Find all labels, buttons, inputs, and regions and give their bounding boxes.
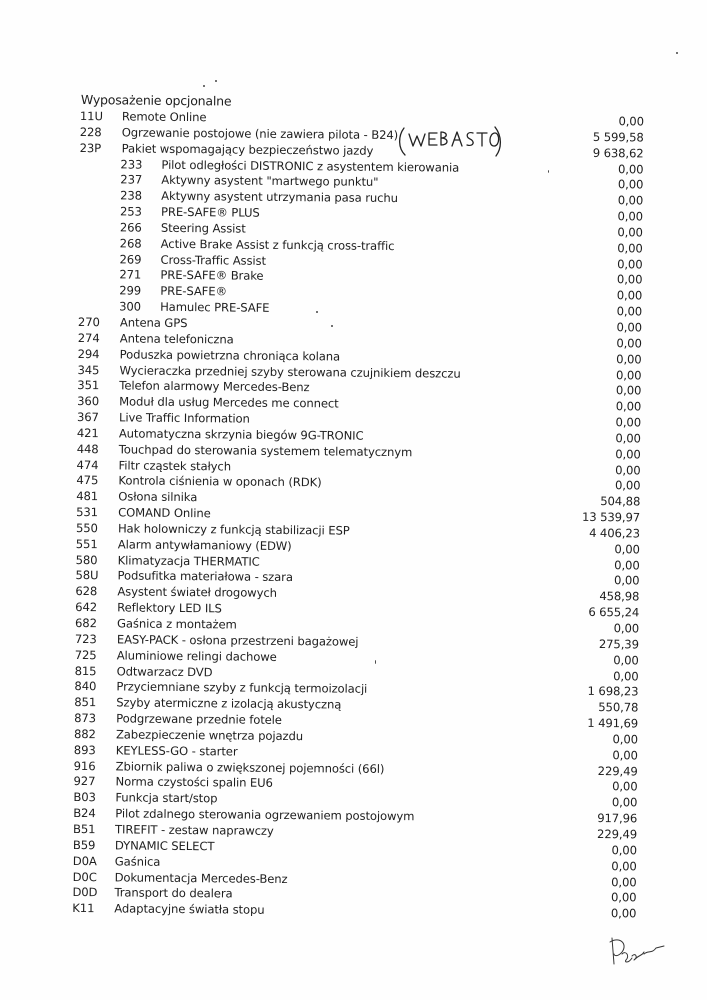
- option-description: Cross-Traffic Assist: [160, 252, 267, 268]
- option-code: 723: [74, 631, 97, 647]
- option-price: 1 698,23: [587, 684, 639, 699]
- option-code: 448: [76, 441, 99, 456]
- option-price: 0,00: [617, 256, 643, 272]
- option-description: Pilot zdalnego sterowania ogrzewaniem postojowym: [115, 806, 415, 824]
- option-code: 642: [75, 600, 98, 615]
- option-price: 0,00: [616, 304, 643, 319]
- option-description: Ogrzewanie postojowe (nie zawiera pilota - B24): [121, 125, 399, 142]
- option-price: 5 599,58: [592, 129, 644, 145]
- option-description: Adaptacyjne światła stopu: [114, 901, 265, 917]
- option-code: 266: [119, 220, 142, 235]
- option-code: K11: [72, 901, 95, 916]
- option-description: EASY-PACK - osłona przestrzeni bagażowej: [116, 632, 359, 649]
- option-price: 0,00: [613, 652, 639, 668]
- option-code: 580: [75, 552, 98, 567]
- option-description: Hamulec PRE-SAFE: [160, 299, 270, 315]
- option-code: 58U: [75, 568, 99, 583]
- option-description: Szyby atermiczne z izolacją akustyczną: [116, 695, 342, 712]
- option-code: 271: [119, 267, 142, 283]
- option-code: 237: [120, 172, 143, 187]
- handwritten-note: [396, 124, 504, 158]
- option-code: 916: [73, 758, 96, 773]
- option-price: 0,00: [615, 399, 642, 414]
- option-code: 475: [76, 473, 99, 488]
- option-code: 11U: [79, 109, 103, 124]
- option-code: B51: [73, 821, 96, 837]
- scan-speck: [316, 311, 318, 313]
- option-description: Kontrola ciśnienia w oponach (RDK): [118, 473, 322, 490]
- option-code: 628: [75, 584, 98, 599]
- option-code: D0A: [72, 853, 97, 868]
- option-description: Wycieraczka przedniej szyby sterowana czujnikiem deszczu: [119, 362, 461, 381]
- option-price: 13 539,97: [581, 509, 641, 525]
- option-description: DYNAMIC SELECT: [114, 838, 215, 854]
- section-title: Wyposażenie opcjonalne: [80, 92, 232, 109]
- option-price: 458,98: [599, 589, 640, 604]
- option-price: 0,00: [612, 747, 638, 763]
- option-code: 270: [77, 314, 100, 330]
- option-code: 269: [119, 251, 142, 267]
- option-price: 0,00: [611, 842, 637, 858]
- option-description: PRE-SAFE®: [160, 284, 228, 299]
- option-description: Remote Online: [121, 109, 207, 125]
- option-code: 299: [119, 283, 142, 298]
- option-description: Aluminiowe relingi dachowe: [116, 648, 277, 664]
- option-description: Antena telefoniczna: [119, 331, 234, 347]
- option-code: 274: [77, 330, 100, 346]
- option-price: 229,49: [597, 763, 638, 778]
- option-price: 0,00: [613, 621, 640, 636]
- option-price: 0,00: [616, 335, 642, 351]
- option-description: Osłona silnika: [118, 489, 198, 505]
- option-description: Podgrzewane przednie fotele: [116, 711, 282, 728]
- option-price: 1 491,69: [587, 715, 639, 731]
- option-description: Antena GPS: [119, 315, 188, 331]
- option-code: 840: [74, 679, 97, 694]
- option-description: Alarm antywłamaniowy (EDW): [117, 537, 292, 553]
- option-code: B59: [72, 837, 96, 852]
- option-description: Moduł dla usług Mercedes me connect: [119, 394, 339, 411]
- option-price: 0,00: [611, 874, 637, 889]
- option-description: Poduszka powietrzna chroniąca kolana: [119, 347, 341, 364]
- option-price: 0,00: [612, 779, 638, 794]
- option-description: Steering Assist: [160, 220, 246, 236]
- option-price: 0,00: [615, 367, 642, 382]
- option-description: PRE-SAFE® Brake: [160, 268, 264, 284]
- option-code: 367: [76, 410, 99, 425]
- option-code: B03: [73, 790, 96, 805]
- option-price: 0,00: [614, 573, 640, 588]
- option-description: Pilot odległości DISTRONIC z asystentem kierowania: [161, 157, 460, 175]
- option-description: Gaśnica z montażem: [116, 616, 237, 632]
- option-description: Automatyczna skrzynia biegów 9G-TRONIC: [118, 426, 364, 443]
- option-description: COMAND Online: [118, 505, 211, 521]
- option-price: 0,00: [616, 351, 642, 367]
- option-description: Filtr cząstek stałych: [118, 457, 232, 474]
- option-description: Active Brake Assist z funkcją cross-traffic: [160, 236, 395, 253]
- option-price: 0,00: [612, 732, 639, 747]
- option-code: D0C: [72, 869, 97, 884]
- option-price: 0,00: [614, 478, 641, 493]
- option-code: 474: [76, 457, 99, 472]
- option-price: 275,39: [598, 636, 639, 652]
- option-description: Dokumentacja Mercedes-Benz: [114, 869, 288, 886]
- option-price: 0,00: [615, 462, 641, 477]
- option-code: D0D: [72, 885, 98, 900]
- option-price: 0,00: [615, 446, 641, 462]
- option-price: 0,00: [613, 668, 639, 683]
- option-description: Touchpad do sterowania systemem telematycznym: [118, 442, 413, 459]
- option-code: 481: [76, 489, 99, 504]
- option-description: Transport do dealera: [114, 885, 233, 901]
- option-code: 300: [119, 299, 142, 314]
- option-description: TIREFIT - zestaw naprawczy: [115, 822, 274, 838]
- scan-speck: [375, 660, 376, 664]
- option-code: 238: [120, 188, 143, 203]
- option-code: 682: [74, 615, 97, 631]
- option-description: Asystent świateł drogowych: [117, 584, 277, 601]
- option-description: Zabezpieczenie wnętrza pojazdu: [115, 727, 304, 744]
- option-price: 0,00: [611, 858, 637, 874]
- option-code: 253: [119, 204, 142, 219]
- option-description: Gaśnica: [114, 854, 161, 869]
- option-code: 893: [73, 742, 96, 757]
- option-price: 0,00: [614, 541, 640, 557]
- option-price: 0,00: [616, 272, 643, 287]
- option-price: 0,00: [615, 415, 642, 430]
- option-description: Telefon alarmowy Mercedes-Benz: [119, 378, 310, 395]
- option-price: 0,00: [615, 431, 641, 446]
- option-description: Hak holowniczy z funkcją stabilizacji ESP: [117, 521, 350, 538]
- option-description: Live Traffic Information: [118, 410, 250, 426]
- option-price: 504,88: [600, 494, 641, 509]
- option-price: 4 406,23: [589, 525, 641, 541]
- option-price: 0,00: [615, 383, 642, 398]
- option-price: 0,00: [610, 906, 637, 921]
- option-price: 0,00: [611, 795, 638, 810]
- option-price: 917,96: [597, 811, 638, 826]
- option-code: 421: [76, 425, 99, 441]
- option-price: 0,00: [618, 114, 644, 129]
- option-code: 551: [75, 536, 98, 551]
- option-description: Podsufitka materiałowa - szara: [117, 568, 293, 585]
- option-description: Klimatyzacja THERMATIC: [117, 553, 260, 569]
- scan-speck: [548, 170, 549, 173]
- option-code: 228: [79, 124, 102, 140]
- scan-speck: [331, 325, 333, 327]
- signature: [604, 932, 670, 968]
- option-code: 233: [120, 156, 143, 172]
- scan-speck: [203, 85, 205, 87]
- option-price: 0,00: [617, 209, 644, 224]
- option-price: 0,00: [616, 320, 642, 335]
- option-code: 550: [75, 520, 98, 536]
- option-price: 0,00: [614, 557, 640, 573]
- options-list: [0, 108, 707, 923]
- option-description: Przyciemniane szyby z funkcją termoizolacji: [116, 679, 368, 697]
- scan-speck: [676, 52, 678, 54]
- option-code: 23P: [79, 140, 102, 155]
- option-description: Odtwarzacz DVD: [116, 663, 213, 679]
- option-description: PRE-SAFE® PLUS: [160, 204, 260, 220]
- option-description: KEYLESS-GO - starter: [115, 743, 238, 759]
- option-code: 351: [77, 378, 100, 393]
- option-code: 294: [77, 346, 100, 361]
- option-price: 0,00: [617, 161, 644, 176]
- option-code: 345: [77, 362, 100, 377]
- option-description: Aktywny asystent "martwego punktu": [161, 173, 379, 190]
- option-price: 0,00: [617, 240, 643, 256]
- option-code: 882: [73, 726, 96, 742]
- option-price: 0,00: [610, 890, 637, 905]
- option-code: 927: [73, 774, 96, 789]
- option-code: 531: [76, 505, 99, 520]
- option-description: Zbiornik paliwa o zwiększonej pojemności (66l): [115, 758, 385, 776]
- option-price: 0,00: [617, 177, 644, 192]
- option-price: 0,00: [617, 225, 643, 240]
- option-code: 851: [74, 695, 97, 710]
- option-description: Reflektory LED ILS: [117, 600, 222, 616]
- option-price: 0,00: [616, 288, 643, 303]
- scan-speck: [215, 80, 217, 82]
- option-code: B24: [73, 806, 96, 821]
- option-code: 815: [74, 663, 97, 678]
- option-description: Funkcja start/stop: [115, 790, 218, 806]
- option-price: 229,49: [597, 826, 638, 842]
- option-description: Norma czystości spalin EU6: [115, 774, 273, 791]
- option-code: 725: [74, 647, 97, 662]
- option-price: 0,00: [617, 193, 644, 208]
- option-code: 873: [74, 711, 97, 726]
- option-price: 550,78: [598, 700, 639, 715]
- option-price: 9 638,62: [592, 145, 644, 161]
- option-description: Aktywny asystent utrzymania pasa ruchu: [161, 189, 399, 206]
- option-code: 360: [77, 394, 100, 409]
- option-code: 268: [119, 236, 142, 251]
- option-description: Pakiet wspomagający bezpieczeństwo jazdy: [121, 141, 374, 158]
- option-price: 6 655,24: [588, 605, 640, 620]
